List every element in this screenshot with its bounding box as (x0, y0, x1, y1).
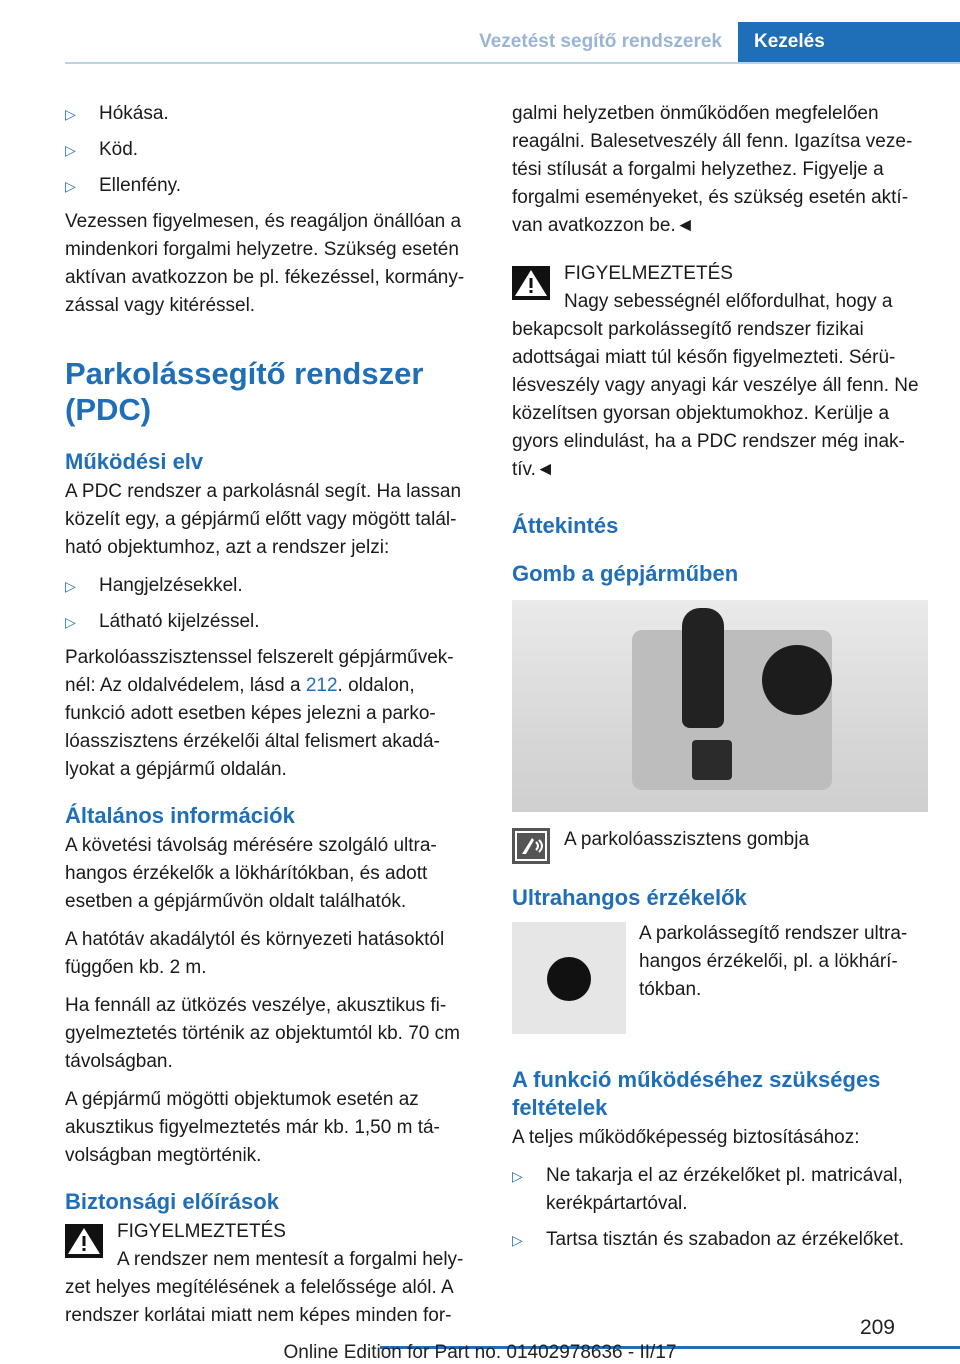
warning-triangle-icon (65, 1224, 103, 1258)
warning-title: FIGYELMEZTETÉS (564, 263, 733, 284)
list-item: ▷ Ne takarja el az érzékelőket pl. matricával, kerékpártartóval. (512, 1162, 930, 1218)
paragraph: A teljes működőképesség biztosításához: (512, 1127, 860, 1148)
caption-text: A parkolóasszisztens gombja (564, 829, 810, 850)
subheading-sensors: Ultrahangos érzékelők (512, 885, 747, 910)
warning-text: zet helyes megítélésének a felelőssége alól. A rendszer korlátai miatt nem képes minden for- (65, 1277, 453, 1326)
list-item: ▷ Látható kijelzéssel. (65, 608, 478, 636)
right-column (512, 100, 930, 1262)
left-column (65, 100, 478, 1340)
sensor-description: A parkolássegítő rendszer ultra-hangos érzékelői, pl. a lökhárí-tókban. (639, 923, 908, 1000)
bullet-triangle-icon: ▷ (65, 614, 76, 630)
paragraph: A hatótáv akadálytól és környezeti hatásoktól függően kb. 2 m. (65, 929, 445, 978)
edition-note: Online Edition for Part no. 01402978636 - II/17 (283, 1342, 677, 1363)
page-header (65, 22, 960, 64)
bullet-triangle-icon: ▷ (65, 178, 76, 194)
parking-brake-button-shape (692, 740, 732, 780)
subheading-overview: Áttekintés (512, 513, 619, 538)
warning-title: FIGYELMEZTETÉS (117, 1221, 286, 1242)
bullet-triangle-icon: ▷ (512, 1232, 523, 1248)
header-section-title: Vezetést segítő rendszerek (479, 31, 722, 52)
subheading-button: Gomb a gépjárműben (512, 561, 739, 586)
paragraph: Parkolóasszisztenssel felszerelt gépjárművek-nél: Az oldalvédelem, lásd a 212. oldalon, funkció adott esetben képes jelezni a parko-lóasszisztens érzékelői által felismert akadá-lyokat a gépjármű oldalán. (65, 647, 454, 780)
sensor-block (512, 918, 930, 1038)
parking-assistant-button-icon (512, 828, 550, 864)
paragraph: A gépjármű mögötti objektumok esetén az akusztikus figyelmeztetés már kb. 1,50 m tá-volságban megtörténik. (65, 1089, 440, 1166)
list-item: ▷ Köd. (65, 136, 478, 164)
warning-triangle-icon (512, 266, 550, 300)
section-title: Parkolássegítő rendszer (PDC) (65, 356, 424, 427)
caption-row (512, 826, 930, 866)
subheading-requirements: A funkció működéséhez szükséges feltételek (512, 1067, 881, 1120)
warning-block (65, 1218, 478, 1274)
bullet-triangle-icon: ▷ (65, 106, 76, 122)
warning-block (512, 260, 930, 316)
list-item: ▷ Ellenfény. (65, 172, 478, 200)
warning-first-line: A rendszer nem mentesít a forgalmi hely- (117, 1249, 464, 1270)
page-number: 209 (859, 1316, 895, 1339)
sensor-shape (547, 957, 591, 1001)
center-console-photo (512, 600, 928, 812)
paragraph: Vezessen figyelmesen, és reagáljon önállóan a mindenkori forgalmi helyzetre. Szükség esetén aktívan avatkozzon be pl. fékezéssel, kormány-zással vagy kitéréssel. (65, 211, 465, 316)
sensor-image (512, 922, 626, 1034)
gear-selector-shape (682, 608, 724, 728)
list-item: ▷ Hangjelzésekkel. (65, 572, 478, 600)
paragraph: A követési távolság mérésére szolgáló ultra-hangos érzékelők a lökhárítókban, és adott esetben a gépjárművön oldalt találhatók. (65, 835, 437, 912)
bullet-triangle-icon: ▷ (65, 578, 76, 594)
controller-knob-shape (762, 645, 832, 715)
warning-text: bekapcsolt parkolássegítő rendszer fizikai adottságai miatt túl későn figyelmezteti. Sérü-lésveszély vagy anyagi kár veszélye áll fenn. Ne közelítsen gyorsan objektumokhoz. Kerülje a gyors elindulást, ha a PDC rendszer még inak-tív.◄ (512, 319, 919, 480)
subheading-principle: Működési elv (65, 449, 204, 474)
subheading-general: Általános információk (65, 803, 295, 828)
header-chapter-tab: Kezelés (738, 22, 960, 62)
paragraph: galmi helyzetben önműködően megfelelően reagálni. Balesetveszély áll fenn. Igazítsa veze-tési stílusát a forgalmi helyzethez. Figyelje a forgalmi eseményeket, és szükség esetén aktí-van avatkozzon be.◄ (512, 103, 913, 236)
bullet-triangle-icon: ▷ (65, 142, 76, 158)
bullet-triangle-icon: ▷ (512, 1168, 523, 1184)
paragraph: Ha fennáll az ütközés veszélye, akusztikus fi-gyelmeztetés történik az objektumtól kb. 70 cm távolságban. (65, 995, 460, 1072)
list-item: ▷ Tartsa tisztán és szabadon az érzékelőket. (512, 1226, 930, 1254)
subheading-safety: Biztonsági előírások (65, 1189, 279, 1214)
page-reference-link[interactable]: 212 (305, 675, 338, 696)
warning-first-line: Nagy sebességnél előfordulhat, hogy a (564, 291, 893, 312)
paragraph: A PDC rendszer a parkolásnál segít. Ha lassan közelít egy, a gépjármű előtt vagy mögött talál-ható objektumhoz, azt a rendszer jelzi: (65, 481, 462, 558)
list-item: ▷ Hókása. (65, 100, 478, 128)
